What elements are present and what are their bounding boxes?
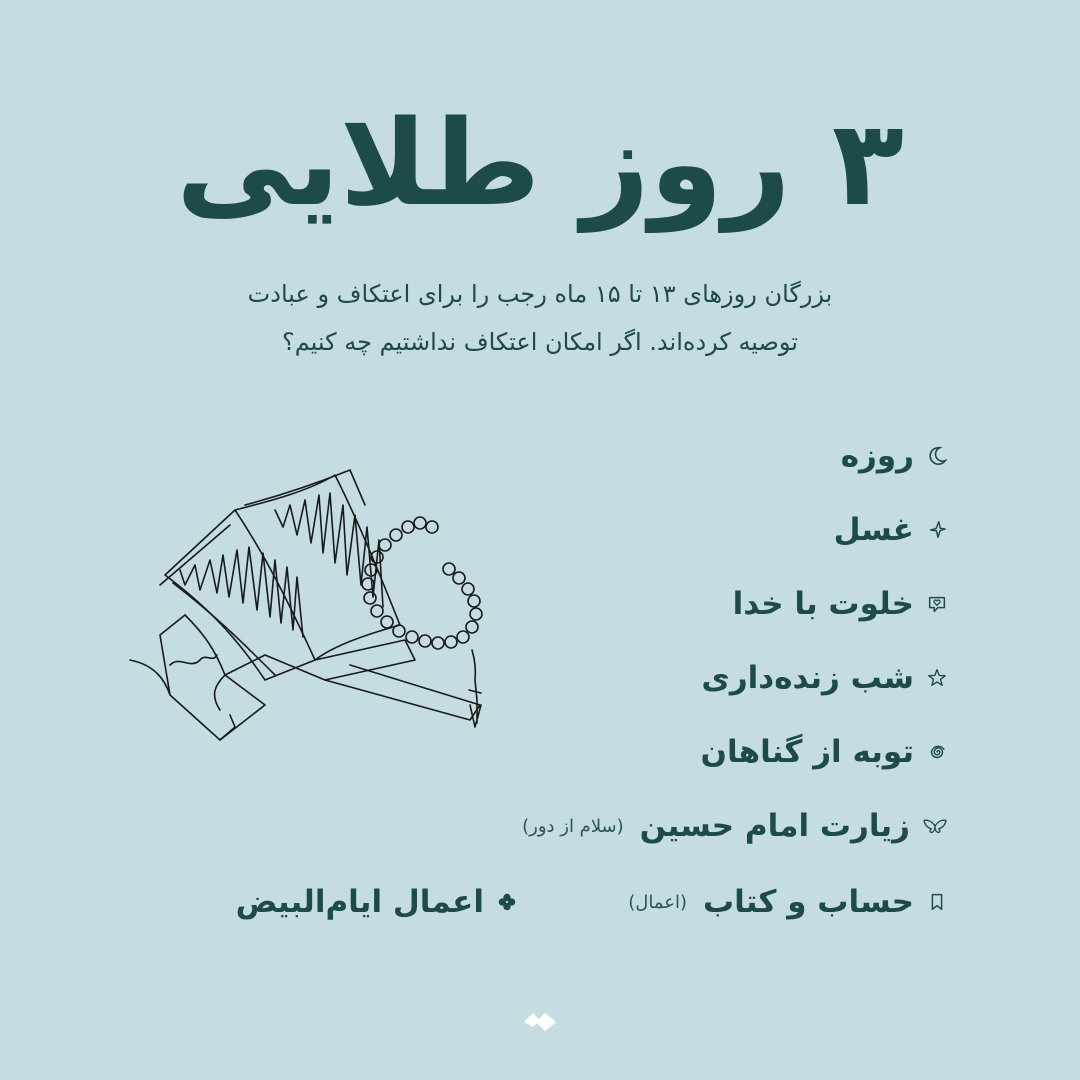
quran-rehal-illustration: [125, 465, 510, 750]
spiral-icon: [926, 741, 948, 763]
list-item-label: زیارت امام حسین: [639, 808, 910, 844]
intro-line-2: توصیه کرده‌اند. اگر امکان اعتکاف نداشتیم چه کنیم؟: [281, 328, 799, 356]
list-item-label: خلوت با خدا: [732, 586, 914, 622]
list-item-label: اعمال ایام‌البیض: [235, 884, 484, 920]
list-item-note: (اعمال): [628, 891, 687, 913]
list-item-ayyam-albidh: [236, 884, 518, 920]
list-item-note: (سلام از دور): [522, 815, 624, 837]
crescent-moon-icon: [926, 445, 948, 467]
star-icon: [926, 667, 948, 689]
list-item-label: توبه از گناهان: [700, 734, 914, 770]
list-item-solitude: [733, 586, 948, 622]
heart-chat-icon: [926, 593, 948, 615]
list-item-fasting: [841, 438, 948, 474]
clover-icon: [496, 891, 518, 913]
list-item-repentance: [701, 734, 949, 770]
list-item-label: روزه: [840, 438, 914, 474]
list-item-ghusl: [834, 512, 948, 548]
page-title: ۳ روز طلایی: [176, 94, 904, 232]
intro-line-1: بزرگان روزهای ۱۳ تا ۱۵ ماه رجب را برای اعتکاف و عبادت: [247, 280, 833, 308]
list-item-accounting: [628, 884, 948, 920]
bookmark-icon: [926, 891, 948, 913]
list-item-label: شب زنده‌داری: [701, 660, 914, 696]
list-item-label: حساب و کتاب: [702, 884, 914, 920]
list-item-night-vigil: [701, 660, 948, 696]
list-item-label: غسل: [833, 512, 914, 548]
list-item-ziyarat: [522, 808, 948, 844]
intro-text: [240, 270, 840, 366]
wings-icon: [922, 815, 948, 837]
brand-logo-icon: [522, 1008, 558, 1036]
sparkle-icon: [926, 519, 948, 541]
